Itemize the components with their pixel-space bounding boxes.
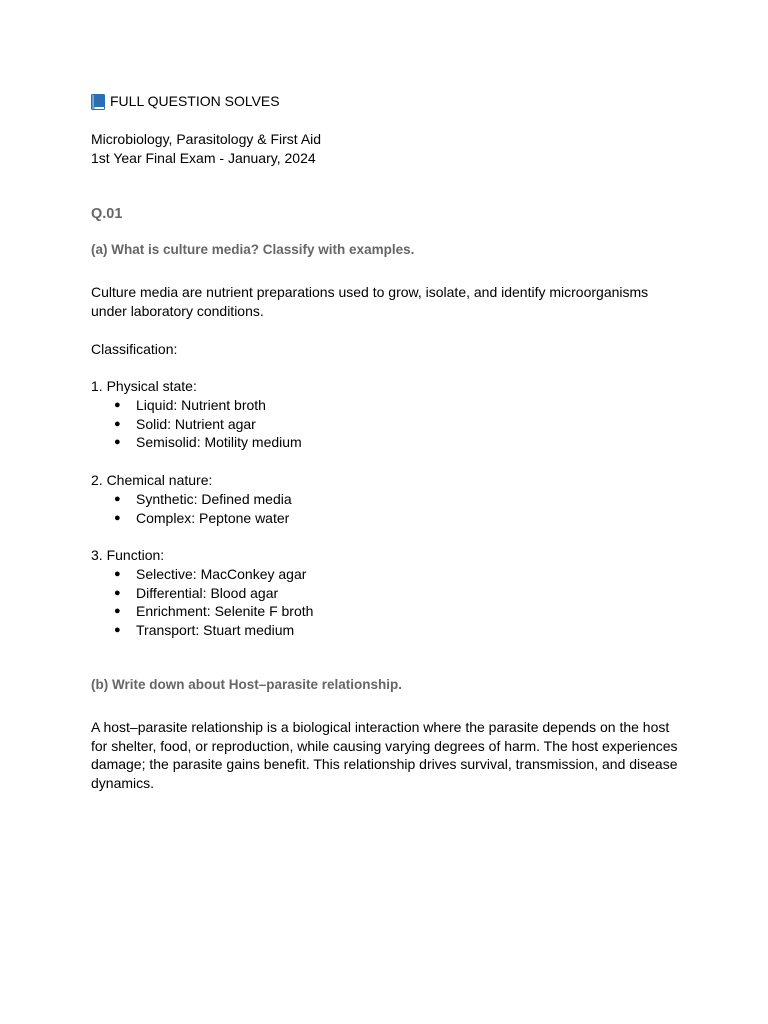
doc-title — [91, 92, 280, 111]
exam-info — [91, 130, 321, 167]
bullet-icon: ● — [114, 399, 121, 411]
list-item: ● Complex: Peptone water — [114, 509, 290, 526]
list-item: ● Enrichment: Selenite F broth — [114, 603, 314, 620]
group-title: 1. Physical state: — [91, 378, 197, 394]
classification-label: Classification: — [91, 341, 178, 357]
list-item: ● Liquid: Nutrient broth — [114, 397, 266, 413]
book-icon — [91, 94, 105, 110]
answer-line: dynamics. — [91, 774, 155, 791]
bullet-icon: ● — [114, 493, 121, 505]
bullet-icon: ● — [114, 417, 121, 430]
part-a-heading: (a) What is culture media? Classify with examples. — [91, 242, 415, 257]
bullet-icon: ● — [114, 568, 121, 580]
group-title: 2. Chemical nature: — [91, 472, 213, 488]
part-b-heading: (b) Write down about Host–parasite relationship. — [91, 677, 403, 692]
list-item: ● Synthetic: Defined media — [114, 491, 292, 507]
bullet-icon: ● — [114, 586, 121, 599]
bullet-list — [91, 565, 313, 639]
bullet-icon: ● — [114, 605, 121, 618]
host-parasite-paragraph — [91, 718, 681, 792]
list-item: ● Transport: Stuart medium — [114, 621, 295, 638]
subject-line: Microbiology, Parasitology & First Aid — [91, 131, 322, 147]
definition-line: under laboratory conditions. — [91, 302, 264, 319]
list-item: ● Semisolid: Motility medium — [114, 434, 302, 451]
list-item: ● Differential: Blood agar — [114, 584, 279, 601]
bullet-icon: ● — [114, 623, 121, 636]
bullet-list — [91, 396, 302, 452]
exam-line: 1st Year Final Exam - January, 2024 — [91, 149, 316, 166]
answer-line: for shelter, food, or reproduction, while causing varying degrees of harm. The host experiences — [91, 737, 678, 754]
bullet-list — [91, 490, 292, 527]
bullet-icon: ● — [114, 511, 121, 524]
group-title: 3. Function: — [91, 547, 165, 563]
doc-title-text: FULL QUESTION SOLVES — [110, 93, 280, 109]
definition-line: Culture media are nutrient preparations used to grow, isolate, and identify microorganisms — [91, 284, 649, 300]
list-item: ● Selective: MacConkey agar — [114, 566, 307, 582]
list-item: ● Solid: Nutrient agar — [114, 415, 256, 432]
answer-line: A host–parasite relationship is a biological interaction where the parasite depends on the host — [91, 719, 670, 735]
definition-paragraph — [91, 283, 681, 320]
answer-line: damage; the parasite gains benefit. This relationship drives survival, transmission, and disease — [91, 756, 678, 773]
question-number: Q.01 — [91, 206, 123, 222]
bullet-icon: ● — [114, 436, 121, 449]
